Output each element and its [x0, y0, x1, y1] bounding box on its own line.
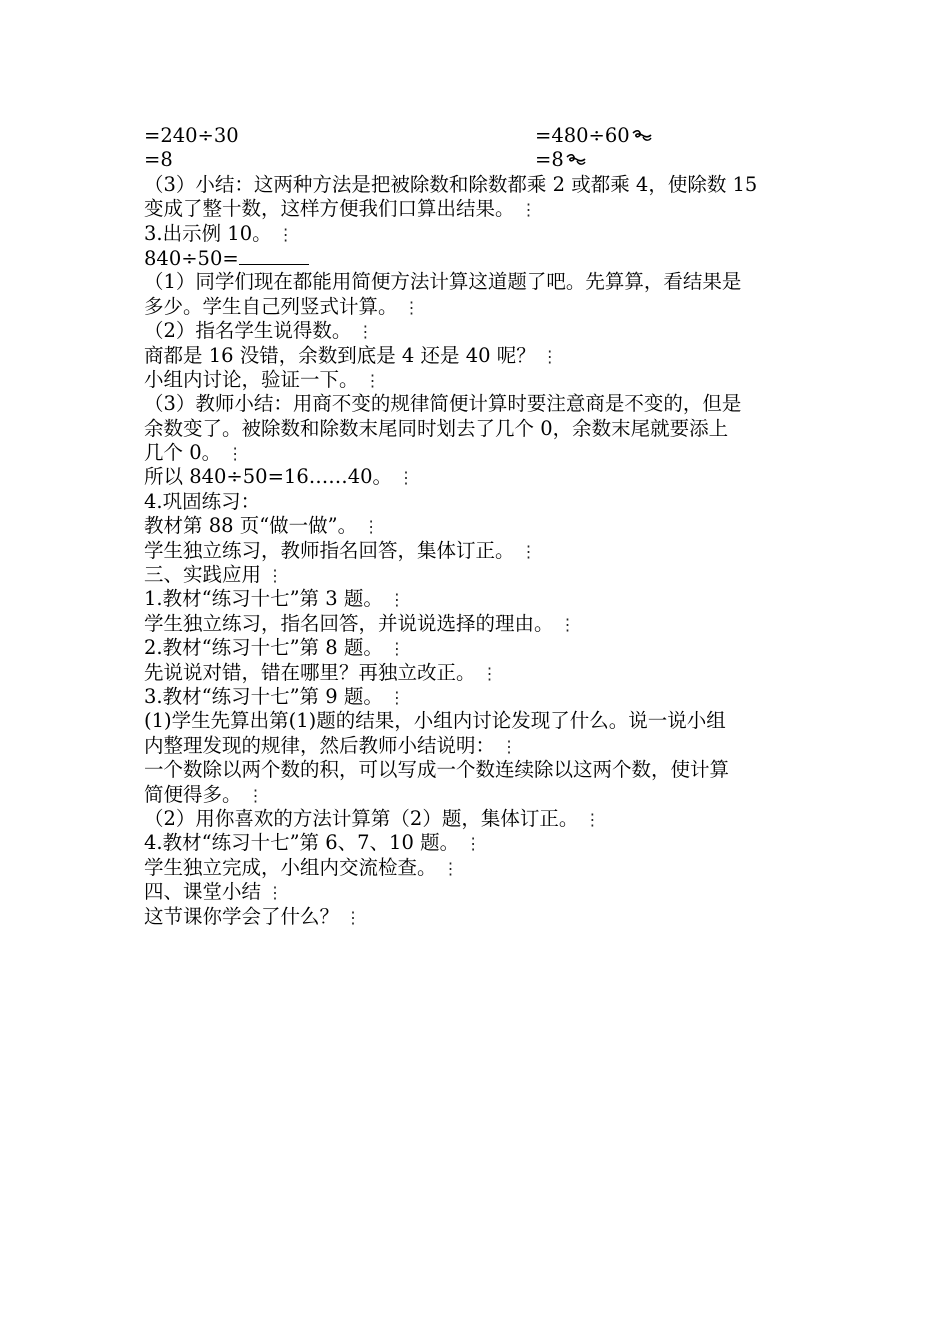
calc-left-2: =8: [144, 148, 173, 172]
paragraph-mark-icon: ⋮: [501, 736, 518, 756]
text-line: 多少。学生自己列竖式计算。 ⋮: [144, 295, 812, 319]
text-line: (1)学生先算出第(1)题的结果，小组内讨论发现了什么。说一说小组: [144, 709, 726, 733]
text-line: 几个 0。 ⋮: [144, 441, 812, 465]
text-line: 4.巩固练习：: [144, 489, 261, 513]
paragraph-mark-icon: ⋮: [363, 517, 380, 537]
section-heading: 三、实践应用 ⋮: [144, 563, 812, 587]
text-line: 这节课你学会了什么？ ⋮: [144, 905, 812, 929]
paragraph-mark-icon: ⋮: [559, 614, 576, 634]
answer-blank: [239, 246, 309, 265]
text-line: （2）指名学生说得数。 ⋮: [144, 319, 812, 343]
text-line: （1）同学们现在都能用简便方法计算这道题了吧。先算算，看结果是: [144, 270, 742, 294]
text-line: 先说说对错，错在哪里？再独立改正。 ⋮: [144, 661, 812, 685]
paragraph-mark-icon: ⋮: [267, 566, 284, 586]
calc-left-1: =240÷30: [144, 124, 239, 147]
text-line: 小组内讨论，验证一下。 ⋮: [144, 368, 812, 392]
text-line: （2）用你喜欢的方法计算第（2）题，集体订正。 ⋮: [144, 807, 812, 831]
text-line: 3.教材“练习十七”第 9 题。 ⋮: [144, 685, 812, 709]
text-line: （3）小结：这两种方法是把被除数和除数都乘 2 或都乘 4，使除数 15: [144, 172, 758, 196]
paragraph-mark-icon: ⋮: [388, 590, 405, 610]
paragraph-mark-icon: ⋮: [267, 883, 284, 903]
paragraph-mark-icon: ⋮: [247, 785, 264, 805]
text-line: 学生独立完成，小组内交流检查。 ⋮: [144, 856, 812, 880]
paragraph-mark-icon: ⋮: [398, 468, 415, 488]
calc-right-1: =480÷60: [535, 124, 653, 148]
paragraph-mark-icon: ⋮: [357, 322, 374, 342]
text-line: 学生独立练习，指名回答，并说说选择的理由。 ⋮: [144, 612, 812, 636]
text-line: 4.教材“练习十七”第 6、7、10 题。 ⋮: [144, 831, 812, 855]
section-heading: 四、课堂小结 ⋮: [144, 880, 812, 904]
text-line: 2.教材“练习十七”第 8 题。 ⋮: [144, 636, 812, 660]
swirl-mark-icon: [631, 129, 653, 143]
calc-row-2: [144, 148, 812, 172]
paragraph-mark-icon: ⋮: [388, 687, 405, 707]
example-line: 840÷50=: [144, 246, 812, 270]
paragraph-mark-icon: ⋮: [481, 663, 498, 683]
paragraph-mark-icon: ⋮: [364, 370, 381, 390]
text-line: 内整理发现的规律，然后教师小结说明： ⋮: [144, 734, 812, 758]
text-line: 教材第 88 页“做一做”。 ⋮: [144, 514, 812, 538]
calc-right-2: =8: [535, 148, 587, 172]
text-line: 变成了整十数，这样方便我们口算出结果。 ⋮: [144, 197, 812, 221]
paragraph-mark-icon: ⋮: [584, 809, 601, 829]
paragraph-mark-icon: ⋮: [388, 639, 405, 659]
paragraph-mark-icon: ⋮: [442, 858, 459, 878]
text-line: 商都是 16 没错，余数到底是 4 还是 40 呢？ ⋮: [144, 344, 812, 368]
text-line: （3）教师小结：用商不变的规律简便计算时要注意商是不变的，但是: [144, 392, 742, 416]
document-body: [144, 124, 812, 929]
calc-row-1: [144, 124, 812, 148]
text-line: 余数变了。被除数和除数末尾同时划去了几个 0，余数末尾就要添上: [144, 416, 729, 440]
text-line: 1.教材“练习十七”第 3 题。 ⋮: [144, 587, 812, 611]
text-line: 简便得多。 ⋮: [144, 783, 812, 807]
paragraph-mark-icon: ⋮: [345, 907, 362, 927]
paragraph-mark-icon: ⋮: [403, 297, 420, 317]
paragraph-mark-icon: ⋮: [277, 224, 294, 244]
paragraph-mark-icon: ⋮: [541, 346, 558, 366]
swirl-mark-icon: [565, 153, 587, 167]
text-line: 3.出示例 10。 ⋮: [144, 222, 812, 246]
text-line: 一个数除以两个数的积，可以写成一个数连续除以这两个数，使计算: [144, 758, 730, 782]
paragraph-mark-icon: ⋮: [465, 834, 482, 854]
text-line: 学生独立练习，教师指名回答，集体订正。 ⋮: [144, 539, 812, 563]
paragraph-mark-icon: ⋮: [520, 541, 537, 561]
text-line: 所以 840÷50=16……40。 ⋮: [144, 465, 812, 489]
paragraph-mark-icon: ⋮: [227, 444, 244, 464]
paragraph-mark-icon: ⋮: [520, 200, 537, 220]
